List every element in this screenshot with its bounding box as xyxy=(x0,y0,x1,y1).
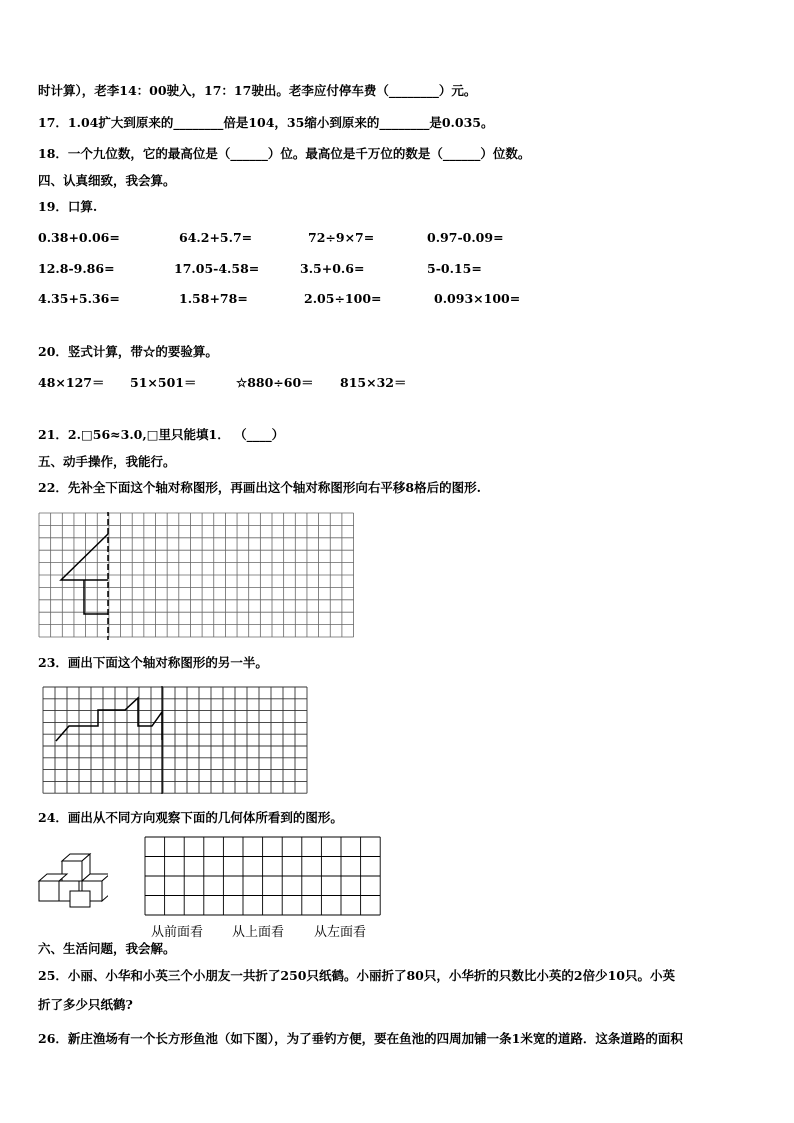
q26: 26．新庄渔场有一个长方形鱼池（如下图），为了垂钓方便，要在鱼池的四周加铺一条1米宽的道路．这条道路的面积 xyxy=(38,1031,683,1046)
q25-line-1: 25．小丽、小华和小英三个小朋友一共折了250只纸鹤。小丽折了80只，小华折的只数比小英的2倍少10只。小英 xyxy=(38,968,675,983)
section-6-heading: 六、生活问题，我会解。 xyxy=(38,941,176,956)
left-view-label: 从左面看 xyxy=(314,925,367,940)
q24: 24．画出从不同方向观察下面的几何体所看到的图形。 xyxy=(38,810,343,825)
oral-item: 3.5+0.6= xyxy=(300,261,365,276)
vertical-item: 51×501＝ xyxy=(130,375,197,390)
q23: 23．画出下面这个轴对称图形的另一半。 xyxy=(38,655,268,670)
oral-item: 72÷9×7= xyxy=(308,230,375,245)
top-view-label: 从上面看 xyxy=(232,925,285,940)
q20: 20．竖式计算，带☆的要验算。 xyxy=(38,344,218,359)
q24-grid-figure xyxy=(144,836,382,918)
half-shape-stem xyxy=(84,580,108,614)
q25-line-2: 折了多少只纸鹤? xyxy=(38,997,133,1012)
oral-item: 5-0.15= xyxy=(427,261,482,276)
q16-continuation: 时计算），老李14：00驶入，17：17驶出。老李应付停车费（________）元。 xyxy=(38,83,477,98)
q21: 21．2.□56≈3.0,□里只能填1． （____） xyxy=(38,427,285,442)
q23-grid-figure xyxy=(42,686,310,796)
oral-item: 0.97-0.09= xyxy=(427,230,504,245)
oral-item: 17.05-4.58= xyxy=(174,261,260,276)
vertical-item: 815×32＝ xyxy=(340,375,407,390)
oral-item: 0.093×100= xyxy=(434,291,521,306)
q19: 19．口算. xyxy=(38,199,98,214)
q17: 17．1.04扩大到原来的________倍是104，35缩小到原来的________是0.035。 xyxy=(38,115,494,130)
q22: 22．先补全下面这个轴对称图形，再画出这个轴对称图形向右平移8格后的图形. xyxy=(38,480,481,495)
front-view-label: 从前面看 xyxy=(151,925,204,940)
section-4-heading: 四、认真细致，我会算。 xyxy=(38,173,176,188)
q18: 18．一个九位数，它的最高位是（______）位。最高位是千万位的数是（______）位数。 xyxy=(38,146,531,161)
oral-item: 4.35+5.36= xyxy=(38,291,120,306)
oral-item: 0.38+0.06= xyxy=(38,230,120,245)
oral-item: 64.2+5.7= xyxy=(179,230,253,245)
oral-item: 2.05÷100= xyxy=(304,291,382,306)
q22-grid-figure xyxy=(38,512,358,640)
cube-stack-figure xyxy=(36,851,108,911)
vertical-item: ☆880÷60＝ xyxy=(236,375,314,390)
section-5-heading: 五、动手操作，我能行。 xyxy=(38,454,176,469)
oral-item: 12.8-9.86= xyxy=(38,261,115,276)
half-shape xyxy=(61,534,108,580)
vertical-item: 48×127＝ xyxy=(38,375,105,390)
oral-item: 1.58+78= xyxy=(179,291,248,306)
